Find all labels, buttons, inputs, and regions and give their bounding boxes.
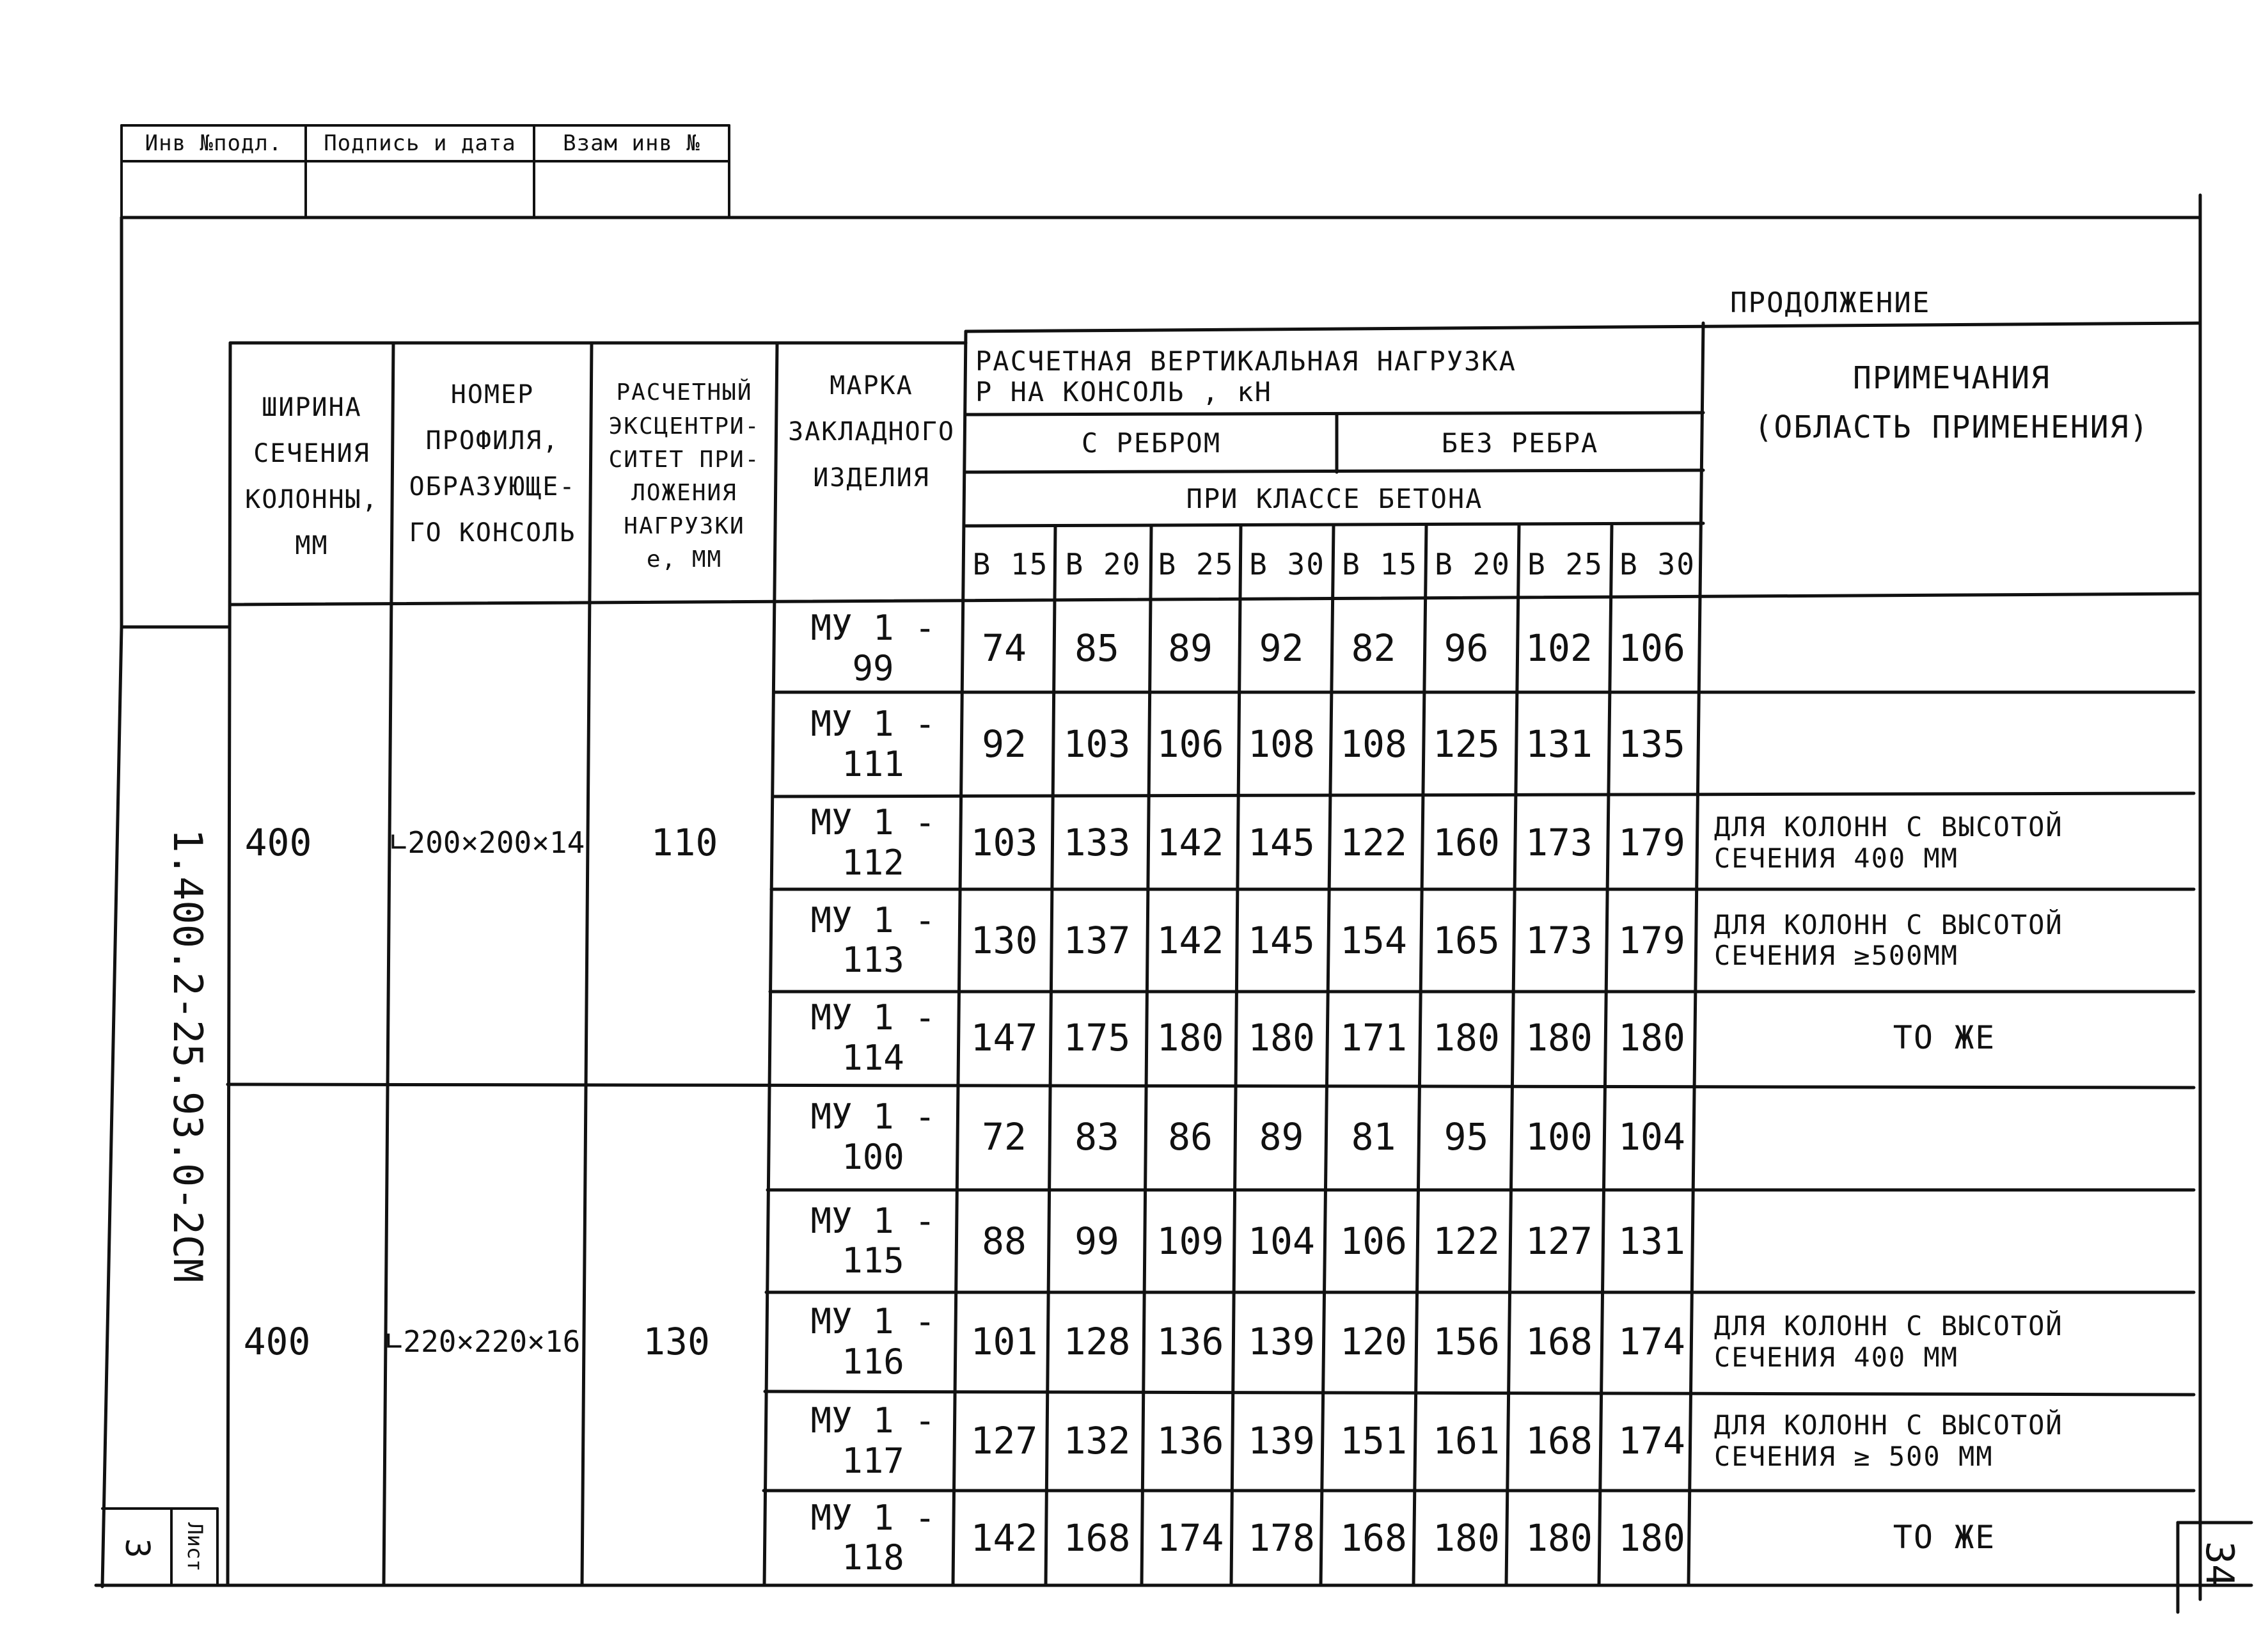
load-value-cell: 142 [1156,918,1224,962]
load-value-cell: 137 [1063,918,1131,962]
load-value-cell: 130 [970,918,1038,962]
sheet-label: Лист [183,1522,207,1572]
load-value-cell: 109 [1156,1219,1224,1263]
load-value-cell: 168 [1525,1419,1593,1463]
header-class-2: В 20 [1065,546,1142,582]
load-value-cell: 180 [1156,1016,1224,1060]
load-value-cell: 171 [1340,1016,1407,1060]
embedded-mark-cell: МУ 1 - 111 [810,704,936,784]
load-value-cell: 106 [1618,626,1685,670]
load-value-cell: 133 [1063,821,1131,865]
load-value-cell: 179 [1618,918,1685,962]
load-value-cell: 106 [1340,1219,1407,1263]
embedded-mark-cell: МУ 1 - 99 [810,608,936,688]
load-value-cell: 139 [1248,1419,1315,1463]
document-code: 1.400.2-25.93.0-2СМ [164,828,211,1283]
load-value-cell: 103 [1063,722,1131,766]
load-value-cell: 180 [1433,1016,1500,1060]
load-value-cell: 89 [1259,1115,1304,1159]
load-value-cell: 175 [1063,1016,1131,1060]
group2-width: 400 [243,1320,311,1364]
header-column-width: ШИРИНА СЕЧЕНИЯ КОЛОННЫ, ММ [245,393,379,560]
group2-eccentricity: 130 [643,1320,710,1364]
load-value-cell: 100 [1525,1115,1593,1159]
load-value-cell: 72 [982,1115,1027,1159]
header-vertical-load: РАСЧЕТНАЯ ВЕРТИКАЛЬНАЯ НАГРУЗКА Р НА КОНСОЛЬ , кН [975,345,1516,408]
load-value-cell: 106 [1156,722,1224,766]
header-concrete-class: ПРИ КЛАССЕ БЕТОНА [1186,482,1483,514]
sheet-number: 3 [118,1538,156,1558]
header-class-8: В 30 [1619,546,1696,582]
embedded-mark-cell: МУ 1 - 116 [810,1301,936,1382]
application-note: ТО ЖЕ [1893,1018,1996,1056]
load-value-cell: 151 [1340,1419,1407,1463]
load-value-cell: 147 [970,1016,1038,1060]
load-value-cell: 83 [1075,1115,1119,1159]
load-value-cell: 180 [1433,1516,1500,1560]
header-profile-number: НОМЕР ПРОФИЛЯ, ОБРАЗУЮЩЕ- ГО КОНСОЛЬ [409,380,576,548]
header-eccentricity: РАСЧЕТНЫЙ ЭКСЦЕНТРИ- СИТЕТ ПРИ- ЛОЖЕНИЯ НАГРУЗКИ е, ММ [608,379,760,573]
load-value-cell: 131 [1618,1219,1685,1263]
load-value-cell: 165 [1433,918,1500,962]
embedded-mark-cell: МУ 1 - 118 [810,1497,936,1578]
group1-profile: ∟200×200×14 [390,825,585,860]
stamp-inv-podl: Инв №подл. [145,131,283,157]
application-note: ДЛЯ КОЛОНН С ВЫСОТОЙ СЕЧЕНИЯ ≥500ММ [1714,908,2063,971]
load-value-cell: 104 [1618,1115,1685,1159]
load-value-cell: 81 [1351,1115,1396,1159]
load-value-cell: 136 [1156,1320,1224,1364]
load-value-cell: 154 [1340,918,1407,962]
page-number: 34 [2197,1541,2242,1588]
load-value-cell: 82 [1351,626,1396,670]
load-value-cell: 136 [1156,1419,1224,1463]
load-value-cell: 142 [970,1516,1038,1560]
load-value-cell: 180 [1525,1516,1593,1560]
load-value-cell: 142 [1156,821,1224,865]
embedded-mark-cell: МУ 1 - 115 [810,1200,936,1281]
application-note: ДЛЯ КОЛОНН С ВЫСОТОЙ СЕЧЕНИЯ 400 ММ [1714,1310,2063,1373]
load-value-cell: 156 [1433,1320,1500,1364]
header-embedded-mark: МАРКА ЗАКЛАДНОГО ИЗДЕЛИЯ [788,371,955,493]
load-value-cell: 122 [1340,821,1407,865]
load-value-cell: 92 [1259,626,1304,670]
embedded-mark-cell: МУ 1 - 117 [810,1400,936,1481]
load-value-cell: 132 [1063,1419,1131,1463]
group1-eccentricity: 110 [650,821,718,865]
load-value-cell: 120 [1340,1320,1407,1364]
load-value-cell: 135 [1618,722,1685,766]
embedded-mark-cell: МУ 1 - 113 [810,899,936,980]
load-value-cell: 145 [1248,918,1315,962]
header-without-rib: БЕЗ РЕБРА [1441,427,1599,459]
header-class-7: В 25 [1527,546,1603,582]
load-value-cell: 161 [1433,1419,1500,1463]
load-value-cell: 89 [1168,626,1213,670]
header-with-rib: С РЕБРОМ [1081,427,1222,459]
load-value-cell: 88 [982,1219,1027,1263]
load-value-cell: 102 [1525,626,1593,670]
load-value-cell: 131 [1525,722,1593,766]
load-value-cell: 180 [1525,1016,1593,1060]
load-value-cell: 99 [1075,1219,1119,1263]
header-class-1: В 15 [972,546,1049,582]
load-value-cell: 160 [1433,821,1500,865]
header-class-5: В 15 [1342,546,1418,582]
application-note: ТО ЖЕ [1893,1519,1996,1557]
stamp-vzam: Взам инв № [563,131,700,157]
header-class-3: В 25 [1158,546,1234,582]
load-value-cell: 180 [1248,1016,1315,1060]
load-value-cell: 174 [1156,1516,1224,1560]
load-value-cell: 104 [1248,1219,1315,1263]
load-value-cell: 85 [1075,626,1119,670]
embedded-mark-cell: МУ 1 - 100 [810,1097,936,1177]
embedded-mark-cell: МУ 1 - 114 [810,997,936,1078]
load-value-cell: 74 [982,626,1027,670]
load-value-cell: 128 [1063,1320,1131,1364]
load-value-cell: 168 [1340,1516,1407,1560]
load-value-cell: 180 [1618,1516,1685,1560]
load-value-cell: 92 [982,722,1027,766]
group1-width: 400 [244,821,312,865]
load-value-cell: 122 [1433,1219,1500,1263]
load-value-cell: 101 [970,1320,1038,1364]
load-value-cell: 178 [1248,1516,1315,1560]
load-value-cell: 180 [1618,1016,1685,1060]
load-value-cell: 108 [1248,722,1315,766]
header-class-4: В 30 [1249,546,1325,582]
load-value-cell: 127 [1525,1219,1593,1263]
load-value-cell: 173 [1525,918,1593,962]
load-value-cell: 125 [1433,722,1500,766]
load-value-cell: 168 [1525,1320,1593,1364]
group2-profile: ∟220×220×16 [385,1324,581,1359]
load-value-cell: 179 [1618,821,1685,865]
load-value-cell: 96 [1444,626,1489,670]
load-value-cell: 127 [970,1419,1038,1463]
application-note: ДЛЯ КОЛОНН С ВЫСОТОЙ СЕЧЕНИЯ 400 ММ [1714,811,2063,874]
load-value-cell: 103 [970,821,1038,865]
load-value-cell: 168 [1063,1516,1131,1560]
application-note: ДЛЯ КОЛОНН С ВЫСОТОЙ СЕЧЕНИЯ ≥ 500 ММ [1714,1409,2063,1472]
load-value-cell: 108 [1340,722,1407,766]
header-class-6: В 20 [1435,546,1511,582]
embedded-mark-cell: МУ 1 - 112 [810,802,936,883]
load-value-cell: 95 [1444,1115,1489,1159]
load-value-cell: 86 [1168,1115,1213,1159]
header-notes: ПРИМЕЧАНИЯ (ОБЛАСТЬ ПРИМЕНЕНИЯ) [1754,360,2150,445]
load-value-cell: 145 [1248,821,1315,865]
load-value-cell: 174 [1618,1320,1685,1364]
load-value-cell: 173 [1525,821,1593,865]
stamp-podpis: Подпись и дата [324,131,516,157]
load-value-cell: 174 [1618,1419,1685,1463]
load-value-cell: 139 [1248,1320,1315,1364]
continuation-label: ПРОДОЛЖЕНИЕ [1730,287,1931,319]
